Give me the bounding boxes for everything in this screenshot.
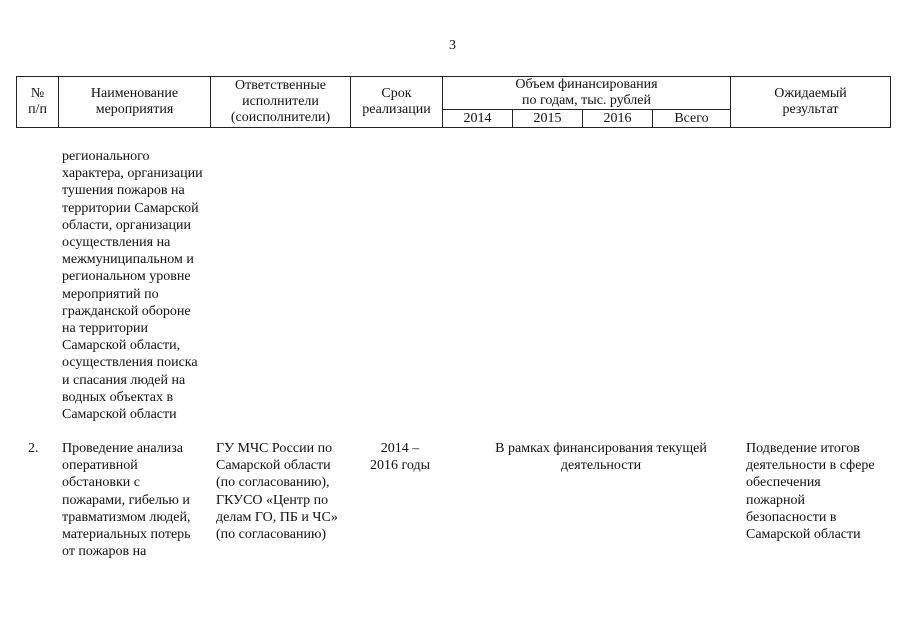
header-num: № п/п <box>17 77 59 128</box>
row-term: 2014 – 2016 годы <box>369 441 431 474</box>
row-name: Проведение анализа оперативной обстановки с пожарами, гибелью и травматизмом людей, материальных потерь от пожаров на <box>62 441 191 560</box>
header-name: Наименование мероприятия <box>59 77 211 128</box>
header-term: Срок реализации <box>351 77 443 128</box>
header-funding: Объем финансирования по годам, тыс. рублей <box>443 77 731 110</box>
row-funding: В рамках финансирования текущей деятельности <box>495 441 707 474</box>
page-number: 3 <box>449 38 456 53</box>
header-total: Всего <box>653 110 731 128</box>
header-year: 2016 <box>583 110 653 128</box>
header-year: 2015 <box>513 110 583 128</box>
row-responsible: ГУ МЧС России по Самарской области (по согласованию), ГКУСО «Центр по делам ГО, ПБ и ЧС» (по согласованию) <box>216 441 338 543</box>
row-result: Подведение итогов деятельности в сфере обеспечения пожарной безопасности в Самарской области <box>746 441 875 543</box>
table-header <box>16 76 891 128</box>
row-number: 2. <box>28 441 39 456</box>
header-result: Ожидаемый результат <box>731 77 891 128</box>
header-year: 2014 <box>443 110 513 128</box>
continuation-name: регионального характера, организации тушения пожаров на территории Самарской области, организации осуществления на межмуниципальном и региональном уровне мероприятий по гражданской обороне на территории Самарской области, осуществления поиска и спасания людей на водных объектах в Самарской области <box>62 149 203 423</box>
header-responsible: Ответственные исполнители (соисполнители) <box>211 77 351 128</box>
